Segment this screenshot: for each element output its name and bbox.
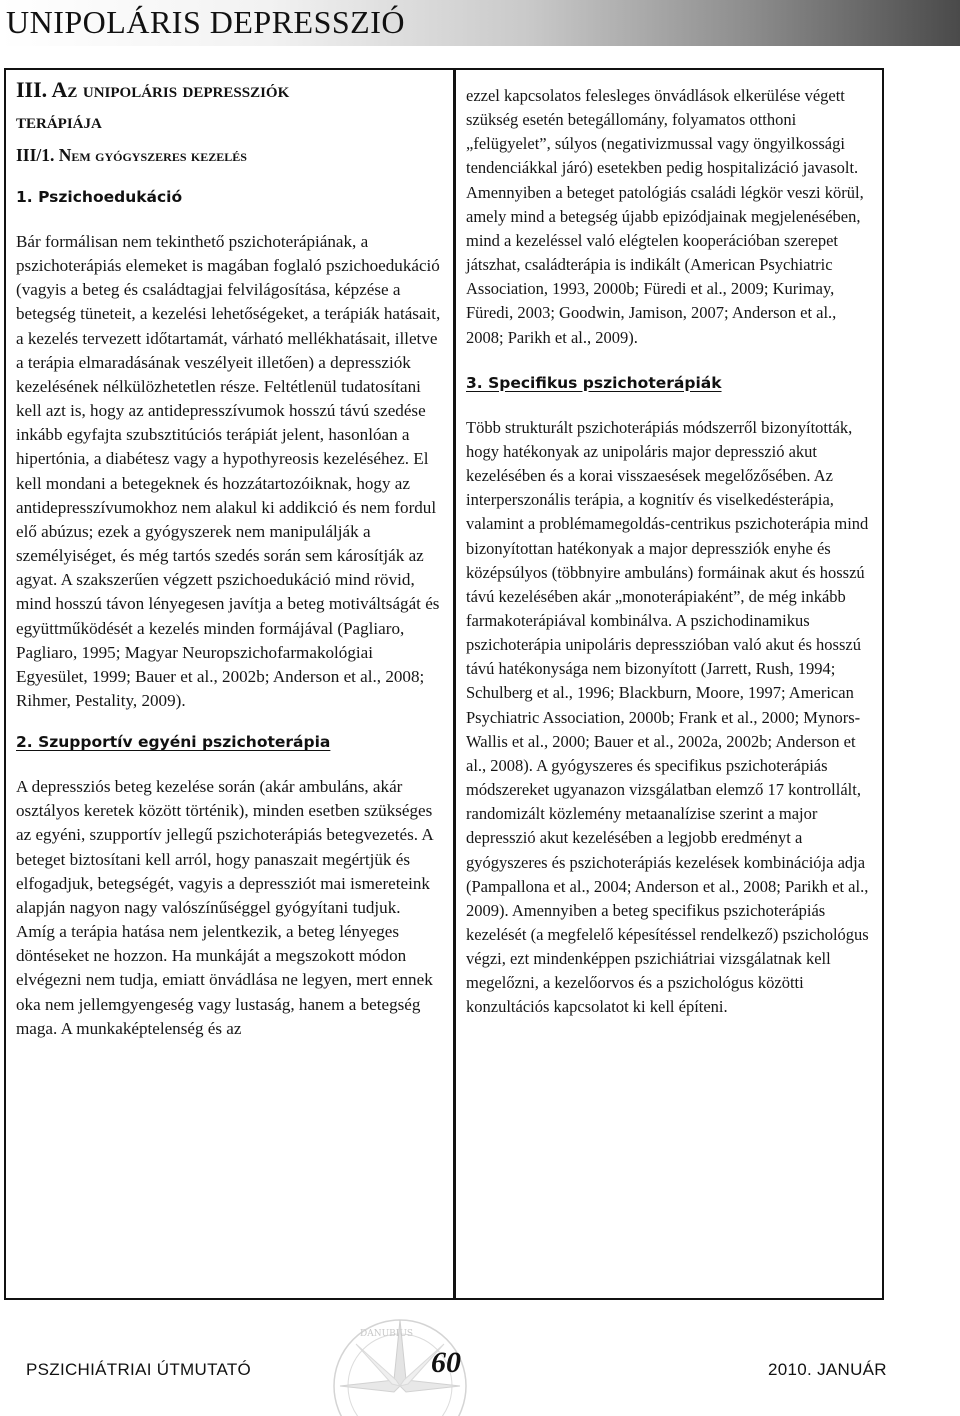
left-column xyxy=(4,68,455,1300)
heading-specific-psychotherapies-text: 3. Specifikus pszichoterápiák xyxy=(466,373,722,392)
running-header-title: UNIPOLÁRIS DEPRESSZIÓ xyxy=(6,4,405,40)
page-number: 60 xyxy=(431,1346,461,1379)
heading-psychoeducation: 1. Pszichoedukáció xyxy=(16,188,183,206)
section-title-line1: III. Az unipoláris depressziók xyxy=(16,77,290,102)
heading-supportive-therapy-text: 2. Szupportív egyéni pszichoterápia xyxy=(16,733,331,752)
paragraph-continuation: ezzel kapcsolatos felesleges önvádlások elkerülése végett szükség esetén betegállomány, folyamatos otthoni „felügyelet”, súlyos (negativizmussal vagy öngyilkossági tendenciákkal járó) esetekben pedig hospitalizáció javasolt. Amennyiben a beteget patológiás családi légkör veszi körül, amely mind a betegség újabb epizódjainak megjelenésében, mind a kezeléssel való elégtelen kooperációban szerepet játszhat, családterápia is indikált (American Psychiatric Association, 1993, 2000b; Füredi et al., 2009; Kurimay, Füredi, 2003; Goodwin, Jamison, 2007; Anderson et al., 2008; Parikh et al., 2009). xyxy=(466,86,864,347)
section-title-line2: terápiája xyxy=(16,108,102,133)
footer-date: 2010. JANUÁR xyxy=(768,1360,887,1379)
heading-supportive-therapy xyxy=(16,731,441,753)
right-column xyxy=(454,68,884,1300)
section-title xyxy=(16,74,441,136)
footer-publication-title: PSZICHIÁTRIAI ÚTMUTATÓ xyxy=(26,1360,252,1379)
paragraph-supportive-therapy: A depressziós beteg kezelése során (akár ambuláns, akár osztályos keretek között történik), minden esetben szükséges az egyéni, szupportív jellegű pszichoterápiás betegvezetés. A beteget biztosítani kell arról, hogy panaszait megértjük és elfogadjuk, betegségét, vagyis a depressziót mai ismereteink alapján nagyon nagy valószínűséggel gyógyítani tudjuk. Amíg a terápia hatása nem jelentkezik, a beteg lényeges döntéseket ne hozzon. Ha munkáját a megszokott módon elvégezni nem tudja, emiatt önvádlása ne legyen, mert ennek oka nem jellemgyengeség vagy lustaság, hanem a betegség maga. A munkaképtelenség és az xyxy=(16,777,433,1038)
header-band xyxy=(0,0,960,46)
paragraph-specific-psychotherapies: Több strukturált pszichoterápiás módszerről bizonyították, hogy hatékonyak az unipoláris major depresszió akut kezelésében és a korai visszaesések megelőzősében. Az interperszonális terápia, a kognitív és viselkedésterápia, valamint a problémamegoldás-centrikus pszichoterápia mind bizonyítottan hatékonyak a major depressziók enyhe és középsúlyos (többnyire ambuláns) formáinak akut és hosszú távú kezelésében akár „monoterápiaként”, de még inkább farmakoterápiával kombinálva. A pszichodinamikus pszichoterápia unipoláris depresszióban való akut és hosszú távú hatékonysága nem bizonyított (Jarrett, Rush, 1994; Schulberg et al., 1996; Blackburn, Moore, 1997; American Psychiatric Association, 2000b; Frank et al., 2000; Mynors-Wallis et al., 2000; Bauer et al., 2002a, 2002b; Anderson et al., 2008). A gyógyszeres és specifikus pszichoterápiás módszereket ugyanazon vizsgálatban elemző 17 kontrollált, randomizált közlemény metaanalízise szerint a major depresszió akut kezelésében a legjobb eredményt a gyógyszeres és pszichoterápiás kezelések kombinációja adja (Pampallona et al., 2004; Anderson et al., 2008; Parikh et al., 2009). Amennyiben a beteg specifikus pszichoterápiás kezelését (a megfelelő képesítéssel rendelkező) pszichológus végzi, ezt mindenképpen pszichiátriai vizsgálatnak kell megelőzni, a kezelőorvos és a pszichológus közötti konzultációs kapcsolatot ki kell építeni. xyxy=(466,417,869,1017)
compass-lettering: DANUBIUS xyxy=(360,1329,414,1339)
subsection-title: III/1. Nem gyógyszeres kezelés xyxy=(16,145,247,165)
paragraph-psychoeducation: Bár formálisan nem tekinthető pszichoterápiának, a pszichoterápiás elemeket is magában foglaló pszichoedukáció (vagyis a beteg és családtagjai felvilágosítása, képzése a betegség tüneteit, a kezelési lehetőségeket, a terápiák hatásait, a kezelés tervezett időtartamát, várható mellékhatásait, illetve a terápia elmaradásának veszélyeit illetően) a depressziók kezelésének nélkülözhetetlen része. Feltétlenül tudatosítani kell azt is, hogy az antidepresszívumok hosszú távú szedése inkább egyfajta szubsztitúciós terápiát jelent, hasonlóan a hipertónia, a diabétesz vagy a hypothyreosis kezeléséhez. El kell mondani a betegeknek és hozzátartozóiknak, hogy az antidepresszívumokhoz nem alakul ki addikció és nem fordul elő abúzus; ezek a gyógyszerek nem manipulálják a személyiséget, és még tartós szedés során sem károsítják az agyat. A szakszerűen végzett pszichoedukáció mind rövid, mind hosszú távon lényegesen javítja a beteg motiváltságát és együttműködését a kezelés minden formájával (Pagliaro, Pagliaro, 1995; Magyar Neuropszichofarmakológiai Egyesület, 1999; Bauer et al., 2002b; Anderson et al., 2008; Rihmer, Pestality, 2009). xyxy=(16,232,441,710)
heading-specific-psychotherapies xyxy=(466,372,874,394)
